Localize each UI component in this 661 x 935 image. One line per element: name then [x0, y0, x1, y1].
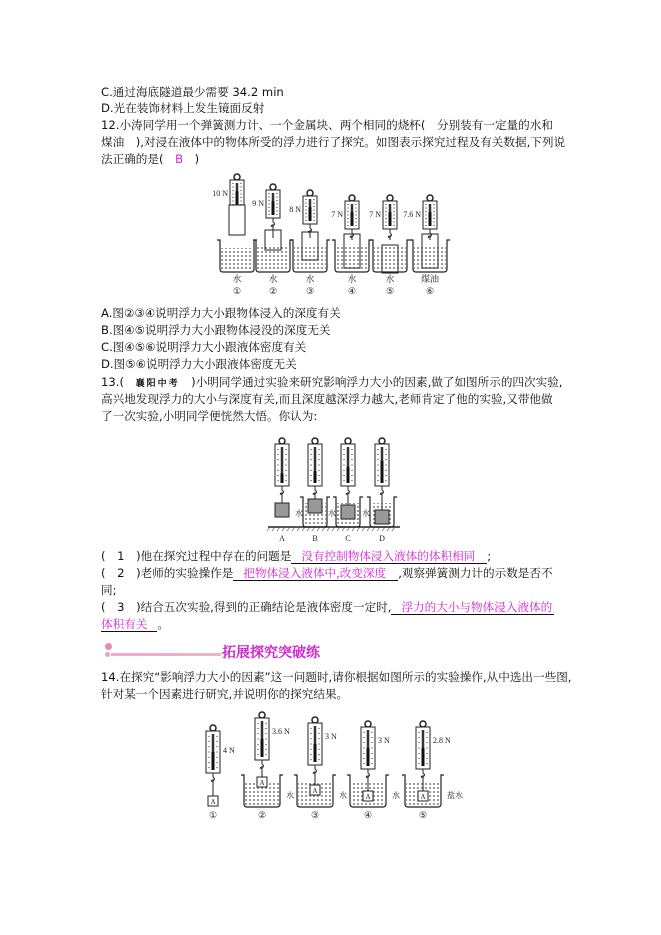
liquid — [294, 245, 326, 270]
q13-stem: )小明同学通过实验来研究影响浮力大小的因素,做了如图所示的四次实验, — [179, 375, 563, 389]
scale-ring-icon — [420, 721, 426, 727]
scale-indicator — [422, 748, 425, 766]
q12-stem: 法正确的是( — [101, 152, 176, 166]
figure-number: ③ — [310, 810, 320, 820]
scale-indicator — [367, 748, 370, 766]
scale-ring-icon — [312, 717, 318, 723]
q14-line1: 14.在探究“影响浮力大小的因素”这一问题时,请你根据如图所示的实验操作,从中选出一些图, — [101, 670, 572, 684]
banner-dot-icon — [105, 652, 110, 657]
q13-part1-end: ; — [487, 549, 492, 563]
force-reading: 3 N — [378, 736, 390, 745]
force-reading: 9 N — [252, 199, 264, 208]
scale-indicator — [309, 207, 312, 221]
scale-indicator — [272, 201, 275, 215]
q13-part2-answer: 把物体浸入液体中,改变深度 — [233, 566, 398, 581]
figure-number: ③ — [305, 286, 315, 296]
scale-indicator — [281, 473, 284, 483]
figure-number: ② — [268, 286, 278, 296]
section-title: 拓展探究突破练 — [222, 645, 320, 661]
q13-part2-end: ,观察弹簧测力计的示数是否不 — [398, 566, 553, 580]
force-reading: 8 N — [289, 205, 301, 214]
scale-indicator — [347, 467, 350, 483]
scale-ring-icon — [279, 438, 285, 444]
force-reading: 4 N — [223, 746, 235, 755]
q12-line2: 煤油 ),对浸在液体中的物体所受的浮力进行了探究。如图表示探究过程及有关数据,下列说 — [101, 135, 566, 149]
q13-part2 — [101, 565, 553, 582]
q13-number: 13.( — [101, 375, 136, 389]
q13-part3-cont — [101, 616, 169, 633]
force-reading: 7 N — [331, 210, 343, 219]
scale-indicator — [261, 739, 264, 757]
liquid-label: 水 — [347, 274, 357, 284]
figure-label: B — [312, 534, 318, 543]
liquid — [221, 248, 253, 270]
scale-indicator — [389, 212, 392, 226]
q13-part2-cont: 同; — [101, 583, 117, 597]
q12-option-c: C.图④⑤⑥说明浮力大小跟液体密度有关 — [101, 340, 307, 354]
q12-option-d: D.图⑤⑥说明浮力大小跟液体密度无关 — [101, 357, 297, 371]
figure-number: ① — [232, 286, 242, 296]
scale-ring-icon — [270, 184, 276, 190]
force-reading: 3.6 N — [272, 727, 290, 736]
scale-indicator — [381, 461, 384, 483]
scale-ring-icon — [345, 438, 351, 444]
scale-ring-icon — [259, 712, 265, 718]
liquid-label: 水 — [305, 274, 315, 284]
scale-ring-icon — [349, 195, 355, 201]
scale-indicator — [212, 752, 215, 770]
figure-number: ⑤ — [418, 810, 428, 820]
q14-line2: 针对某一个因素进行研究,并说明你的探究结果。 — [101, 687, 349, 701]
q13-line2: 高兴地发现浮力的大小与深度有关,而且深度越深浮力越大,老师肯定了他的实验,又带他做 — [101, 392, 553, 406]
force-reading: 10 N — [212, 189, 228, 198]
liquid-label: 煤油 — [420, 274, 440, 284]
liquid — [414, 245, 446, 270]
liquid-label: 盐水 — [447, 791, 463, 800]
liquid-label: 水 — [232, 274, 242, 284]
force-reading: 7.6 N — [403, 210, 421, 219]
scale-ring-icon — [312, 438, 318, 444]
q12-line3 — [101, 151, 199, 168]
scale-indicator — [314, 744, 317, 762]
scale-ring-icon — [427, 195, 433, 201]
figure-q14-buoyancy-experiments — [0, 710, 661, 825]
q12-line1: 12.小涛同学用一个弹簧测力计、一个金属块、两个相同的烧杯( 分别装有一定量的水和 — [101, 118, 553, 132]
q13-part1 — [101, 548, 491, 565]
scale-indicator — [236, 191, 239, 205]
liquid-label: 水 — [392, 791, 400, 800]
q13-part3-end: 。 — [157, 617, 169, 631]
scale-indicator — [429, 212, 432, 226]
liquid — [374, 245, 406, 270]
figure-number: ⑤ — [385, 286, 395, 296]
q13-source: 襄阳中考 — [135, 379, 180, 389]
scale-ring-icon — [379, 438, 385, 444]
block — [375, 510, 389, 524]
scale-ring-icon — [387, 195, 393, 201]
scale-ring-icon — [234, 174, 240, 180]
liquid-label: 水 — [339, 791, 347, 800]
q13-part3-answer-a: 浮力的大小与物体浸入液体的 — [391, 600, 554, 615]
liquid-label: 水 — [268, 274, 278, 284]
option-c: C.通过海底隧道最少需要 34.2 min — [101, 85, 284, 99]
figure-label: D — [379, 534, 385, 543]
liquid — [336, 245, 368, 270]
scale-ring-icon — [210, 725, 216, 731]
figure-label: C — [345, 534, 351, 543]
liquid-label: 水 — [385, 274, 395, 284]
q13-part2-stem: ( 2 )老师的实验操作是 — [101, 566, 234, 580]
liquid-label: 水 — [295, 509, 303, 518]
block — [341, 505, 355, 519]
figure-number: ⑥ — [425, 286, 435, 296]
q13-part3 — [101, 599, 554, 616]
figure-number: ① — [208, 810, 218, 820]
banner-dot-icon — [105, 643, 112, 650]
q12-stem-end: ) — [183, 152, 200, 166]
liquid — [257, 245, 289, 270]
force-reading: 2.8 N — [433, 736, 451, 745]
scale-ring-icon — [365, 721, 371, 727]
block-label: A — [210, 798, 216, 806]
q13-line3: 了一次实验,小明同学便恍然大悟。你认为: — [101, 409, 318, 423]
figure-q13-spring-scale-depth — [0, 425, 661, 545]
block — [275, 503, 289, 517]
figure-number: ④ — [363, 810, 373, 820]
force-reading: 3 N — [325, 732, 337, 741]
liquid-label: 水 — [362, 509, 370, 518]
block-label: A — [259, 779, 265, 787]
option-d: D.光在装饰材料上发生镜面反射 — [101, 101, 265, 115]
liquid-label: 水 — [286, 791, 294, 800]
block — [308, 499, 322, 513]
q12-option-a: A.图②③④说明浮力大小跟物体浸入的深度有关 — [101, 306, 341, 320]
metal-block — [229, 205, 245, 235]
q12-option-b: B.图④⑤说明浮力大小跟物体浸没的深度无关 — [101, 323, 331, 337]
section-banner — [101, 640, 361, 664]
block-label: A — [312, 787, 318, 795]
q13-part1-stem: ( 1 )他在探究过程中存在的问题是 — [101, 549, 292, 563]
figure-label: A — [279, 534, 285, 543]
figure-number: ④ — [347, 286, 357, 296]
banner-bar — [111, 653, 221, 656]
block-label: A — [420, 793, 426, 801]
figure-number: ② — [257, 810, 267, 820]
block-label: A — [365, 793, 371, 801]
q13-part3-answer-b: 体积有关 — [101, 617, 157, 632]
scale-indicator — [351, 212, 354, 226]
scale-indicator — [314, 471, 317, 483]
liquid-label: 水 — [328, 509, 336, 518]
q13-part3-stem: ( 3 )结合五次实验,得到的正确结论是液体密度一定时, — [101, 600, 392, 614]
scale-ring-icon — [307, 190, 313, 196]
q13-part1-answer: 没有控制物体浸入液体的体积相同 — [291, 549, 487, 564]
q12-answer: B — [175, 152, 184, 166]
force-reading: 7 N — [369, 210, 381, 219]
figure-q12-spring-scale-experiments — [0, 170, 661, 300]
